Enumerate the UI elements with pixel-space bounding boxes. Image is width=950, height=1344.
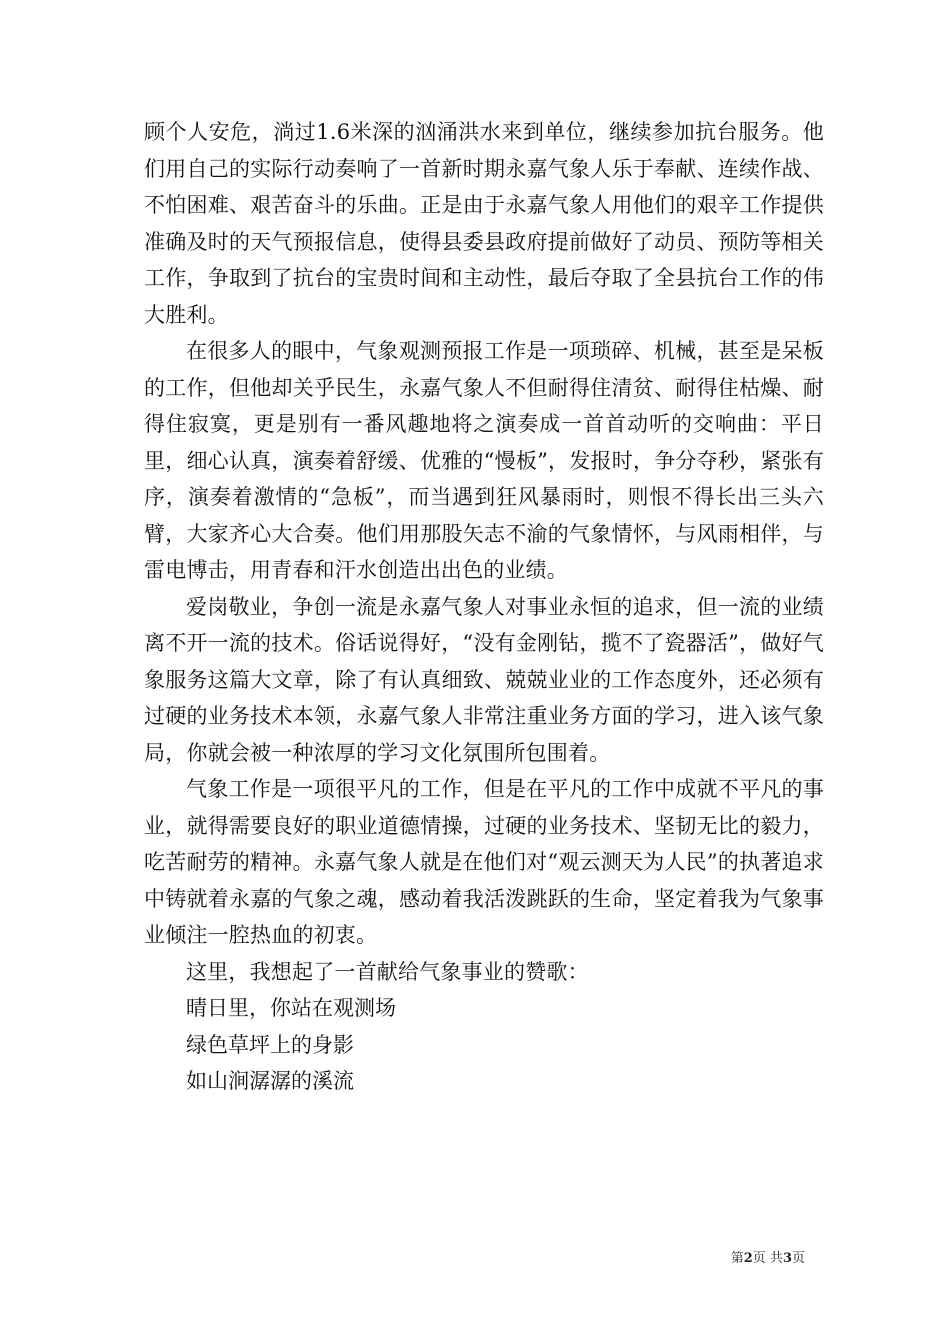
paragraph-2: 在很多人的眼中，气象观测预报工作是一项琐碎、机械，甚至是呆板的工作，但他却关乎民生，永嘉气象人不但耐得住清贫、耐得住枯燥、耐得住寂寞，更是别有一番风趣地将之演奏成一首首动听的交响曲：平日里，细心认真，演奏着舒缓、优雅的“慢板”，发报时，争分夺秒，紧张有序，演奏着激情的“急板”，而当遇到狂风暴雨时，则恨不得长出三头六臂，大家齐心大合奏。他们用那股矢志不渝的气象情怀，与风雨相伴，与雷电博击，用青春和汗水创造出出色的业绩。 <box>144 339 824 582</box>
paragraph-1: 顾个人安危，淌过1.6米深的汹涌洪水来到单位，继续参加抗台服务。他们用自己的实际行动奏响了一首新时期永嘉气象人乐于奉献、连续作战、不怕困难、艰苦奋斗的乐曲。正是由于永嘉气象人用他们的艰辛工作提供准确及时的天气预报信息，使得县委县政府提前做好了动员、预防等相关工作，争取到了抗台的宝贵时间和主动性，最后夺取了全县抗台工作的伟大胜利。 <box>144 120 824 327</box>
footer-suffix: 页 <box>791 1251 805 1266</box>
verse-line-2: 绿色草坪上的身影 <box>186 1032 354 1057</box>
current-page-number: 2 <box>743 1251 753 1266</box>
total-page-number: 3 <box>782 1251 792 1266</box>
paragraph-4: 气象工作是一项很平凡的工作，但是在平凡的工作中成就不平凡的事业，就得需要良好的职业道德情操，过硬的业务技术、坚韧无比的毅力，吃苦耐劳的精神。永嘉气象人就是在他们对“观云测天为人民”的执著追求中铸就着永嘉的气象之魂，感动着我活泼跳跃的生命，坚定着我为气象事业倾注一腔热血的初衷。 <box>144 777 824 947</box>
verse-line-3: 如山涧潺潺的溪流 <box>186 1069 354 1093</box>
verse-line-1: 晴日里，你站在观测场 <box>186 996 396 1020</box>
footer-middle: 页 共 <box>752 1251 783 1266</box>
paragraph-5: 这里，我想起了一首献给气象事业的赞歌： <box>186 959 589 984</box>
footer-prefix: 第 <box>730 1251 744 1266</box>
document-body <box>144 114 824 1100</box>
paragraph-3: 爱岗敬业，争创一流是永嘉气象人对事业永恒的追求，但一流的业绩离不开一流的技术。俗话说得好，“没有金刚钻，揽不了瓷器活”，做好气象服务这篇大文章，除了有认真细致、兢兢业业的工作态度外，还必须有过硬的业务技术本领，永嘉气象人非常注重业务方面的学习，进入该气象局，你就会被一种浓厚的学习文化氛围所包围着。 <box>144 594 824 765</box>
page-number-footer <box>731 1247 805 1266</box>
